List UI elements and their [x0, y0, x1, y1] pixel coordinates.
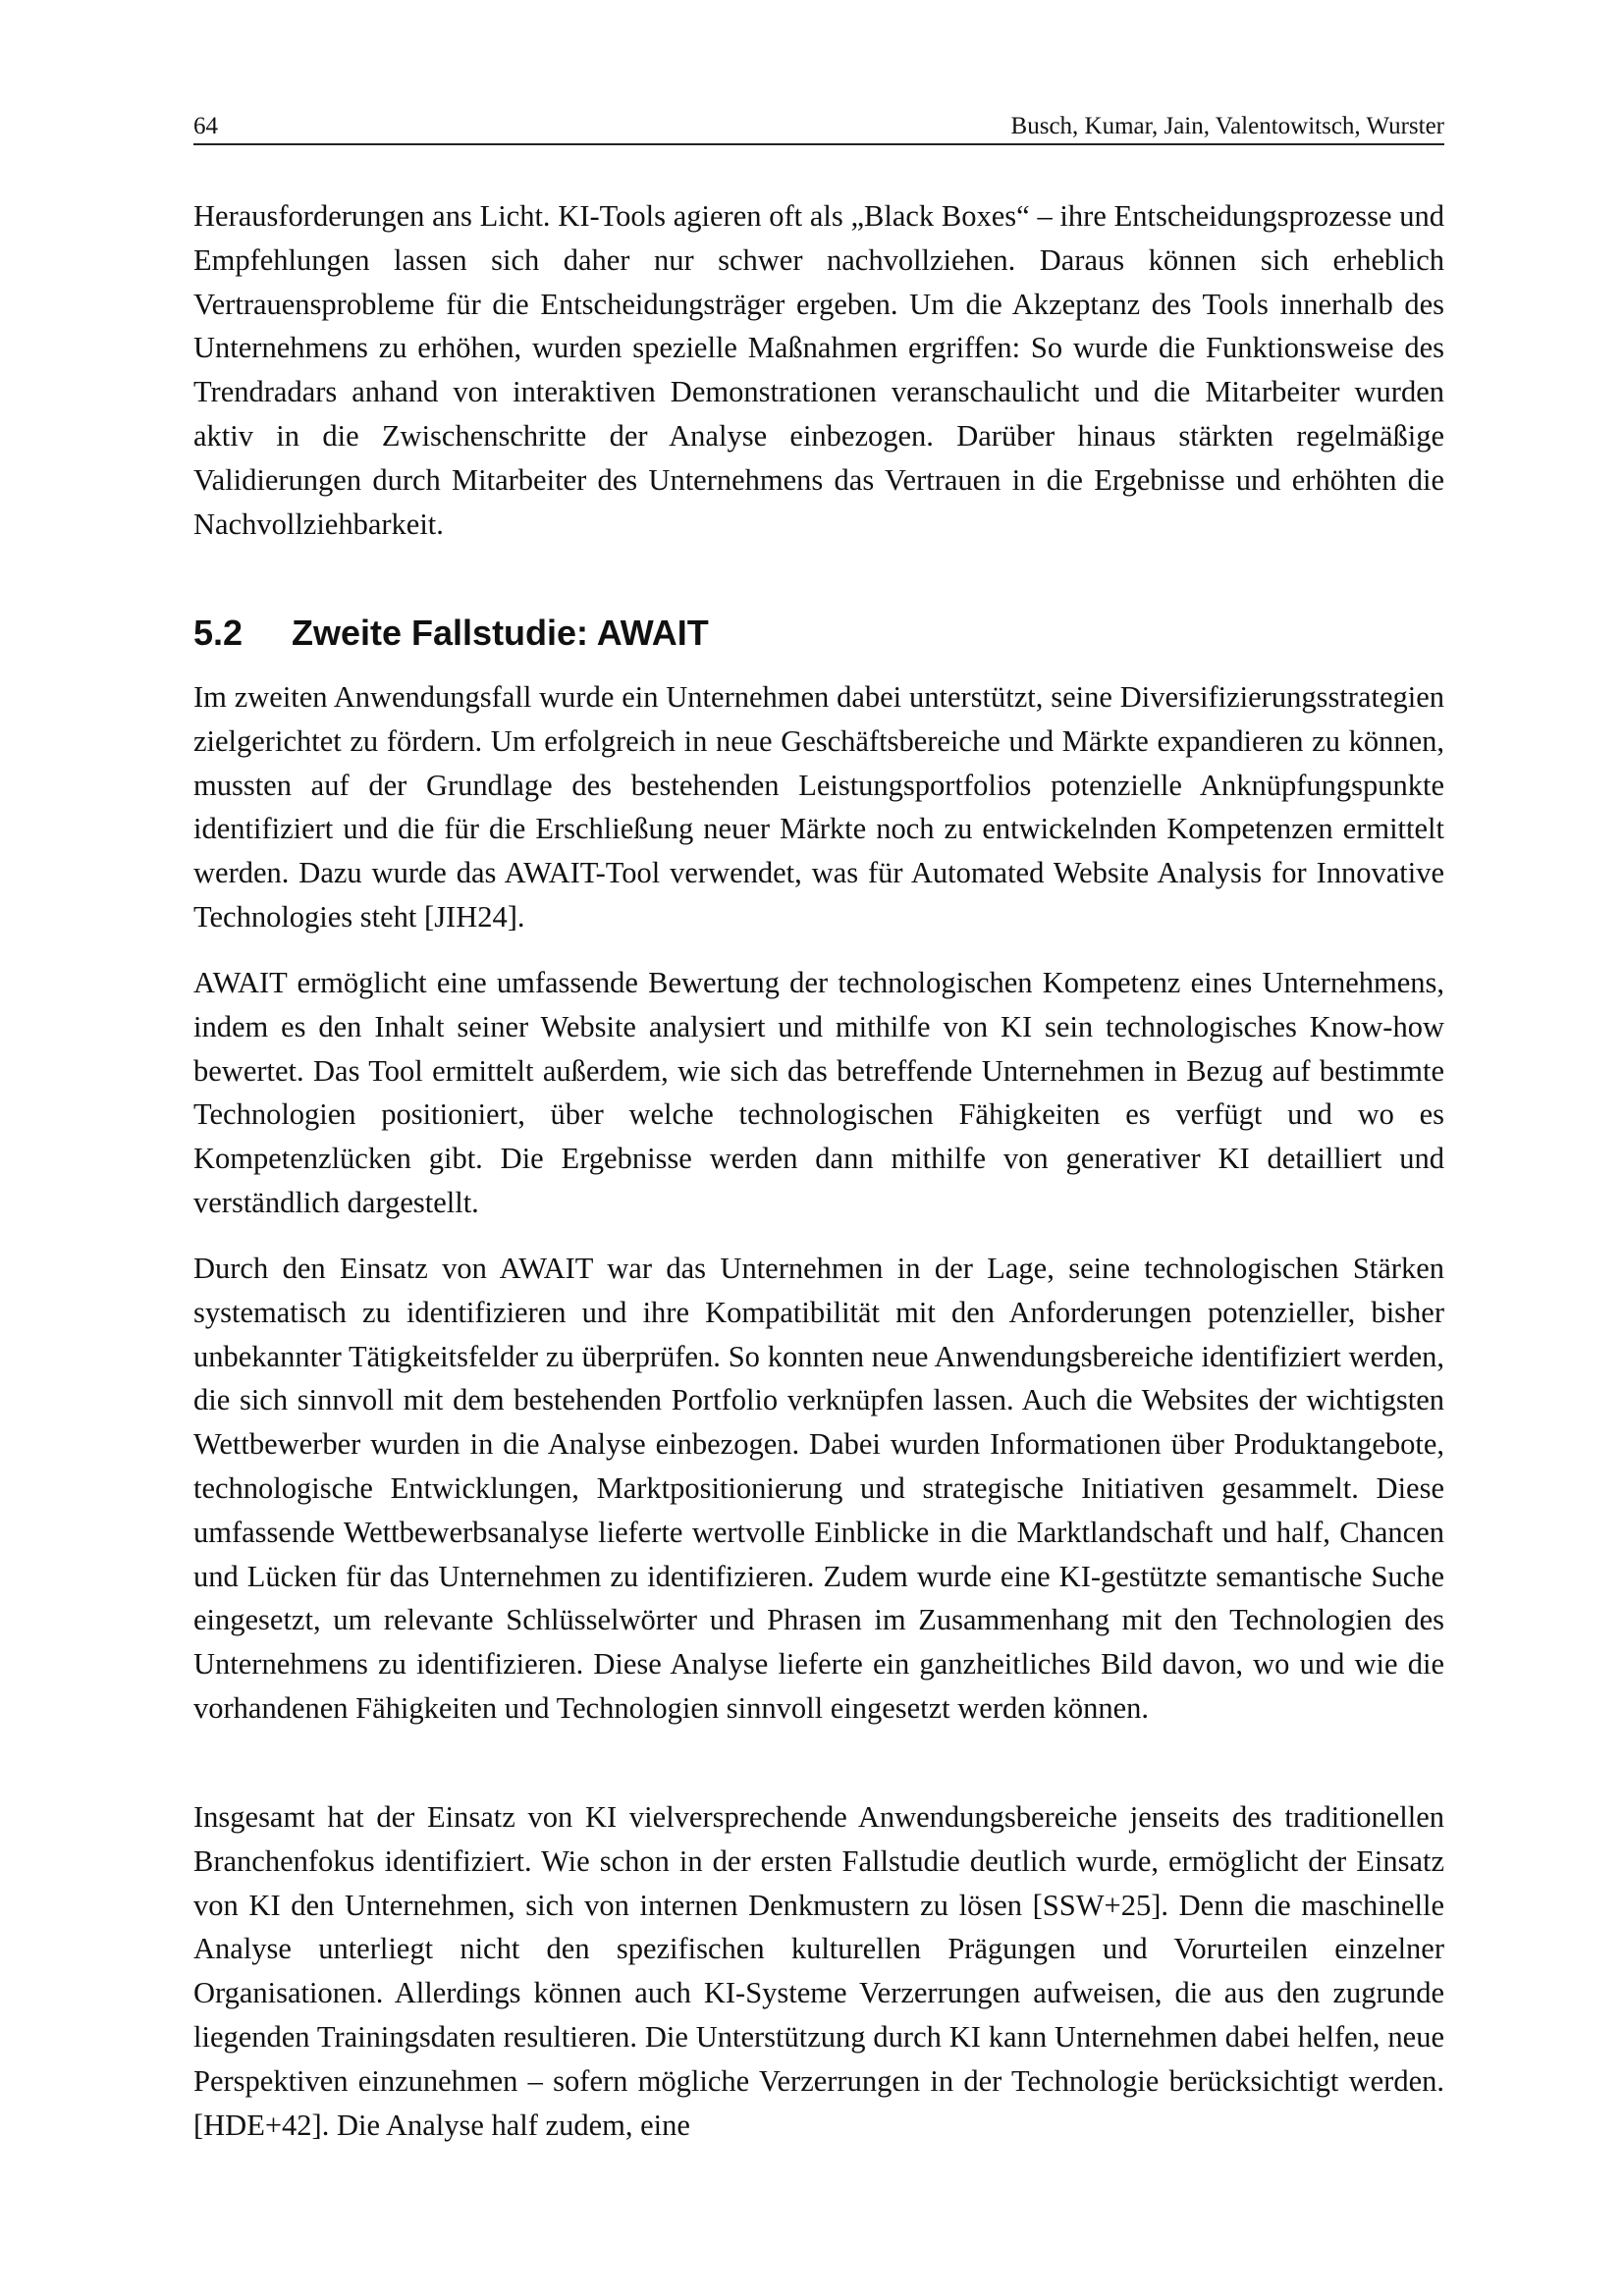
body-paragraph: AWAIT ermöglicht eine umfassende Bewertung der technologischen Kompetenz eines Unternehmens, indem es den Inhalt seiner Website analysiert und mithilfe von KI sein technologisches Know-how bewertet. Das Tool ermittelt außerdem, wie sich das betreffende Unternehmen in Bezug auf bestimmte Technologien positioniert, über welche technologischen Fähigkeiten es verfügt und wo es Kompetenzlücken gibt. Die Ergebnisse werden dann mithilfe von generativer KI detailliert und verständlich dargestellt.	[193, 966, 1444, 1219]
body-paragraph: Insgesamt hat der Einsatz von KI vielversprechende Anwendungsbereiche jenseits des traditionellen Branchenfokus identifiziert. Wie schon in der ersten Fallstudie deutlich wurde, ermöglicht der Einsatz von KI den Unternehmen, sich von internen Denkmustern zu lösen [SSW+25]. Denn die maschinelle Analyse unterliegt nicht den spezifischen kulturellen Prägungen und Vorurteilen einzelner Organisationen. Allerdings können auch KI-Systeme Verzerrungen aufweisen, die aus den zugrunde liegenden Trainingsdaten resultieren. Die Unterstützung durch KI kann Unternehmen dabei helfen, neue Perspektiven einzunehmen – sofern mögliche Verzerrungen in der Technologie berücksichtigt werden. [HDE+42]. Die Analyse half zudem, eine	[193, 1800, 1444, 2142]
section-title: Zweite Fallstudie: AWAIT	[292, 613, 709, 653]
page-number: 64	[193, 113, 218, 139]
body-paragraph-intro: Herausforderungen ans Licht. KI-Tools agieren oft als „Black Boxes“ – ihre Entscheidungsprozesse und Empfehlungen lassen sich daher nur schwer nachvollziehen. Daraus können sich erheblich Vertrauensprobleme für die Entscheidungsträger ergeben. Um die Akzeptanz des Tools innerhalb des Unternehmens zu erhöhen, wurden spezielle Maßnahmen ergriffen: So wurde die Funktionsweise des Trendradars anhand von interaktiven Demonstrationen veranschaulicht und die Mitarbeiter wurden aktiv in die Zwischenschritte der Analyse einbezogen. Darüber hinaus stärkten regelmäßige Validierungen durch Mitarbeiter des Unternehmens das Vertrauen in die Ergebnisse und erhöhten die Nachvollziehbarkeit.	[193, 199, 1444, 541]
page-header	[193, 110, 1444, 145]
body-paragraph: Durch den Einsatz von AWAIT war das Unternehmen in der Lage, seine technologischen Stärken systematisch zu identifizieren und ihre Kompatibilität mit den Anforderungen potenzieller, bisher unbekannter Tätigkeitsfelder zu überprüfen. So konnten neue Anwendungsbereiche identifiziert werden, die sich sinnvoll mit dem bestehenden Portfolio verknüpfen lassen. Auch die Websites der wichtigsten Wettbewerber wurden in die Analyse einbezogen. Dabei wurden Informationen über Produktangebote, technologische Entwicklungen, Marktpositionierung und strategische Initiativen gesammelt. Diese umfassende Wettbewerbsanalyse lieferte wertvolle Einblicke in die Marktlandschaft und half, Chancen und Lücken für das Unternehmen zu identifizieren. Zudem wurde eine KI-gestützte semantische Suche eingesetzt, um relevante Schlüsselwörter und Phrasen im Zusammenhang mit den Technologien des Unternehmens zu identifizieren. Diese Analyse lieferte ein ganzheitliches Bild davon, wo und wie die vorhandenen Fähigkeiten und Technologien sinnvoll eingesetzt werden können.	[193, 1252, 1444, 1725]
section-heading	[193, 612, 709, 655]
section-number: 5.2	[193, 613, 244, 653]
body-paragraph: Im zweiten Anwendungsfall wurde ein Unternehmen dabei unterstützt, seine Diversifizierungsstrategien zielgerichtet zu fördern. Um erfolgreich in neue Geschäftsbereiche und Märkte expandieren zu können, mussten auf der Grundlage des bestehenden Leistungsportfolios potenzielle Anknüpfungspunkte identifiziert und die für die Erschließung neuer Märkte noch zu entwickelnden Kompetenzen ermittelt werden. Dazu wurde das AWAIT-Tool verwendet, was für Automated Website Analysis for Innovative Technologies steht [JIH24].	[193, 680, 1444, 934]
running-head-authors: Busch, Kumar, Jain, Valentowitsch, Wurster	[1010, 113, 1444, 139]
